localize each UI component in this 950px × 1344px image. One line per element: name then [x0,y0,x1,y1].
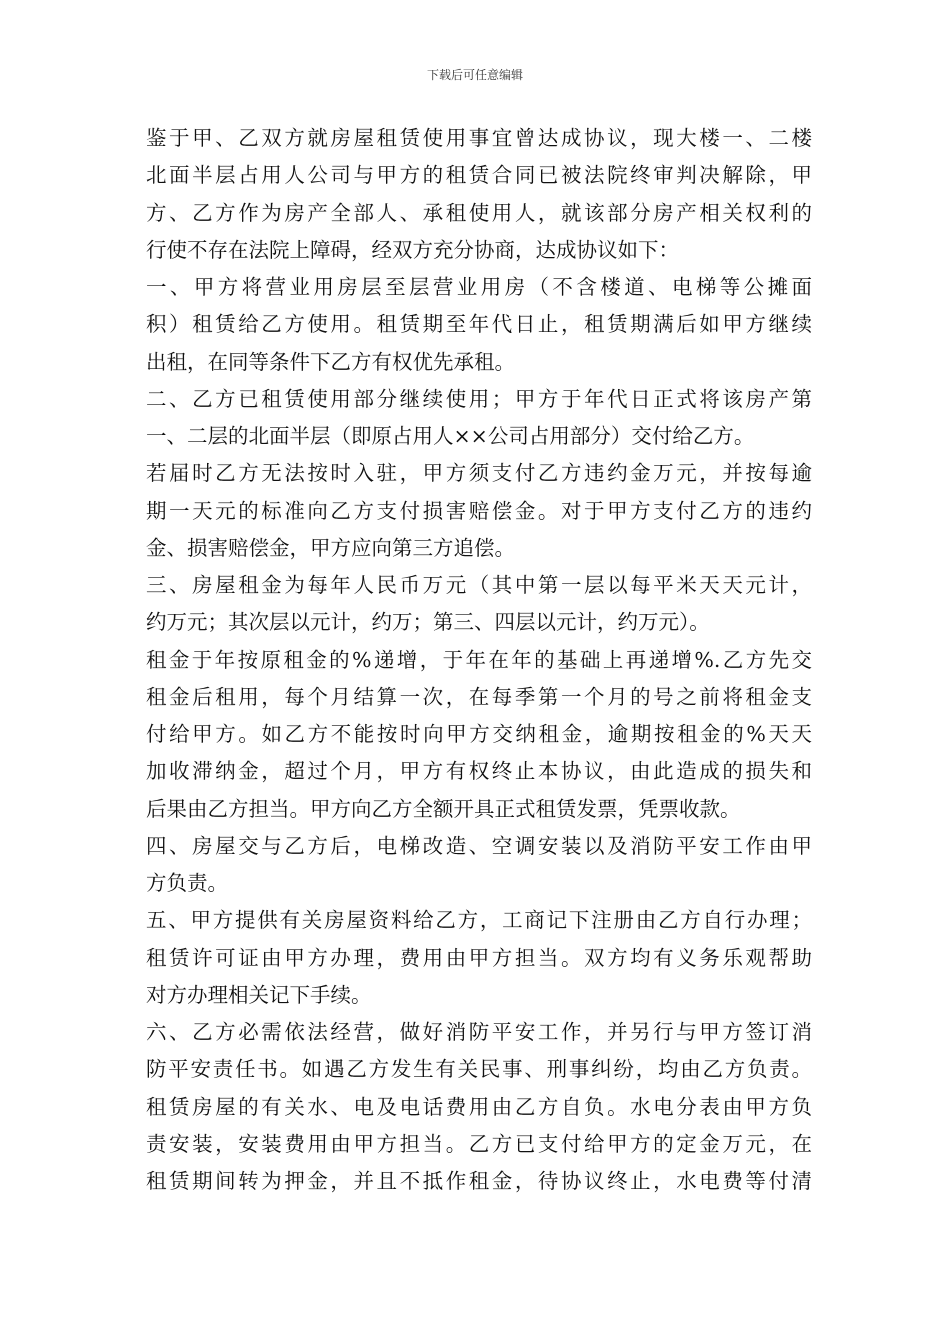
text-line: 鉴于甲、乙双方就房屋租赁使用事宜曾达成协议，现大楼一、二楼 [146,126,812,150]
text-line: 一、二层的北面半层（即原占用人××公司占用部分）交付给乙方。 [146,424,755,448]
text-line: 租赁期间转为押金，并且不抵作租金，待协议终止，水电费等付清 [146,1169,812,1193]
text-line: 一、甲方将营业用房层至层营业用房（不含楼道、电梯等公摊面 [146,275,812,299]
text-line: 六、乙方必需依法经营，做好消防平安工作，并另行与甲方签订消 [146,1020,812,1044]
text-line: 期一天元的标准向乙方支付损害赔偿金。对于甲方支付乙方的违约 [146,498,812,523]
text-line: 租赁房屋的有关水、电及电话费用由乙方自负。水电分表由甲方负 [146,1094,812,1119]
text-line: 二、乙方已租赁使用部分继续使用；甲方于年代日正式将该房产第 [146,386,812,411]
text-line: 出租，在同等条件下乙方有权优先承租。 [146,349,515,374]
text-line: 金、损害赔偿金，甲方应向第三方追偿。 [146,535,515,560]
text-line: 四、房屋交与乙方后，电梯改造、空调安装以及消防平安工作由甲 [146,833,812,858]
text-line: 北面半层占用人公司与甲方的租赁合同已被法院终审判决解除，甲 [146,163,812,188]
text-line: 付给甲方。如乙方不能按时向甲方交纳租金，逾期按租金的%天天 [146,722,812,746]
text-line: 方负责。 [146,871,228,895]
text-line: 三、房屋租金为每年人民币万元（其中第一层以每平米天天元计， [146,573,812,597]
text-line: 约万元；其次层以元计，约万；第三、四层以元计，约万元）。 [146,610,710,635]
text-line: 若届时乙方无法按时入驻，甲方须支付乙方违约金万元，并按每逾 [146,461,812,486]
page-header-note: 下载后可任意编辑 [426,68,523,82]
text-line: 责安装，安装费用由甲方担当。乙方已支付给甲方的定金万元，在 [146,1131,812,1156]
text-line: 积）租赁给乙方使用。租赁期至年代日止，租赁期满后如甲方继续 [146,312,812,337]
text-line: 对方办理相关记下手续。 [146,982,372,1007]
text-line: 方、乙方作为房产全部人、承租使用人，就该部分房产相关权利的 [146,200,812,225]
text-line: 加收滞纳金，超过个月，甲方有权终止本协议，由此造成的损失和 [146,759,812,784]
agreement-body [146,120,812,1200]
text-line: 租金于年按原租金的%递增，于年在年的基础上再递增%.乙方先交 [146,647,812,672]
text-line: 行使不存在法院上障碍，经双方充分协商，达成协议如下： [146,237,679,262]
text-line: 防平安责任书。如遇乙方发生有关民事、刑事纠纷，均由乙方负责。 [146,1057,812,1082]
text-line: 后果由乙方担当。甲方向乙方全额开具正式租赁发票，凭票收款。 [146,796,741,821]
text-line: 租赁许可证由甲方办理，费用由甲方担当。双方均有义务乐观帮助 [146,945,812,970]
text-line: 五、甲方提供有关房屋资料给乙方，工商记下注册由乙方自行办理； [146,908,812,933]
text-line: 租金后租用，每个月结算一次，在每季第一个月的号之前将租金支 [146,684,812,709]
